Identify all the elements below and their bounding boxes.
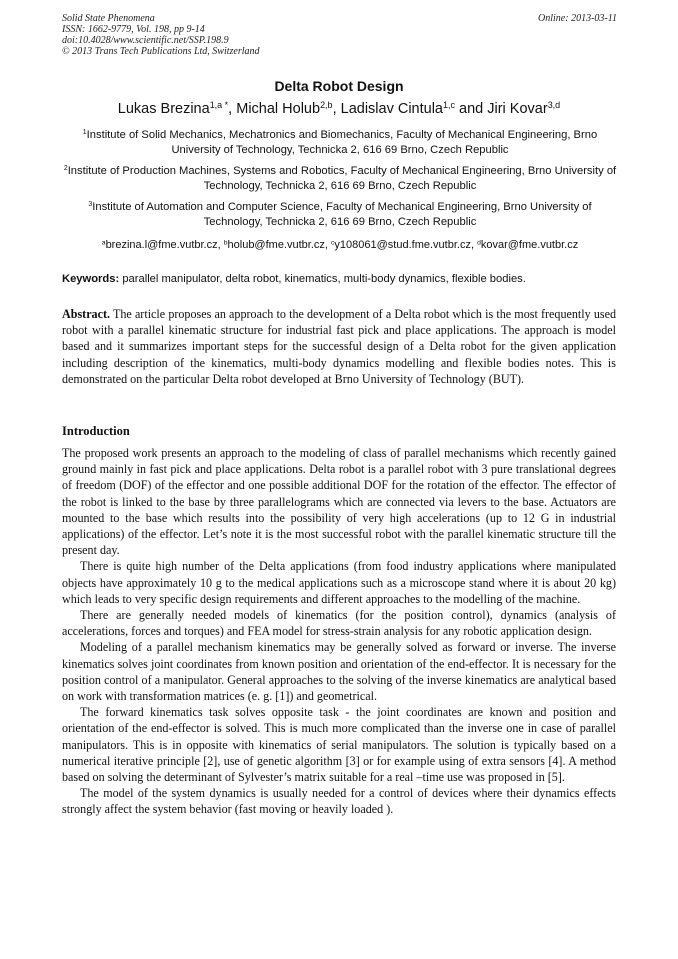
introduction-body: [62, 445, 616, 818]
keywords-text: parallel manipulator, delta robot, kinematics, multi-body dynamics, flexible bodies.: [122, 273, 526, 285]
paragraph: The proposed work presents an approach to the modeling of class of parallel mechanisms which recently gained ground mainly in fast pick and place applications. Delta robot is a parallel robot with 3 pure translational degrees of freedom (DOF) of the effector and one possible additional DOF for the rotation of the effector. The effector of the robot is linked to the base by three parallelograms which are connected via levers to the base. Actuators are mounted to the base which results into the possibility of very high accelerations (up to 12 G in industrial applications) of the effector. Let’s note it is the most successful robot with the parallel kinematic structure till the present day.: [62, 446, 616, 558]
affiliation-1: $^1$Institute of Solid Mechanics, Mechatronics and Biomechanics, Faculty of Mechanical Engineering, Brno University of Technology, Technicka 2, 616 69 Brno, Czech Republic: [82, 129, 598, 156]
paper-title: Delta Robot Design: [274, 78, 404, 94]
doi-line: doi:10.4028/www.scientific.net/SSP.198.9: [62, 35, 229, 46]
email-link[interactable]: $^c$y108061@stud.fme.vutbr.cz,: [331, 239, 478, 251]
email-link[interactable]: $^a$brezina.l@fme.vutbr.cz,: [101, 239, 224, 251]
paragraph: The forward kinematics task solves opposite task - the joint coordinates are known and position and orientation of the end-effector is solved. This is much more complicated than the inverse one in case of parallel manipulators. This is in opposite with kinematics of serial manipulators. The solution is typically based on a numerical iterative principle [2], use of genetic algorithm [3] or for example using of extra sensors [4]. A method based on solving the determinant of Sylvester’s matrix suitable for a real –time use was proposed in [5].: [62, 705, 616, 785]
journal-header: [62, 13, 617, 57]
online-date: Online: 2013-03-11: [538, 13, 617, 24]
issn-line: ISSN: 1662-9779, Vol. 198, pp 9-14: [62, 24, 205, 35]
author: Jiri Kovar$^{3,d}$: [487, 100, 561, 117]
affiliation-2: $^2$Institute of Production Machines, Systems and Robotics, Faculty of Mechanical Engineering, Brno University of Technology, Technicka 2, 616 69 Brno, Czech Republic: [63, 165, 617, 192]
email-link[interactable]: $^d$kovar@fme.vutbr.cz: [477, 239, 579, 251]
paragraph: There are generally needed models of kinematics (for the position control), dynamics (analysis of accelerations, forces and torques) and FEA model for stress-strain analysis for any robotic application design.: [62, 608, 616, 639]
abstract-label: Abstract.: [62, 307, 111, 321]
email-link[interactable]: $^b$holub@fme.vutbr.cz,: [223, 239, 332, 251]
affiliation-3: $^3$Institute of Automation and Computer Science, Faculty of Mechanical Engineering, Brno University of Technology, Technicka 2, 616 69 Brno, Czech Republic: [88, 201, 592, 228]
abstract-text: The article proposes an approach to the development of a Delta robot which is the most frequently used robot with a parallel kinematic structure for industrial fast pick and place applications. The approach is model based and it summarizes important steps for the successful design of a Delta robot for the given application including description of the kinematics, multi-body dynamics modelling and flexible bodies notes. This is demonstrated on the particular Delta robot developed at Brno University of Technology (BUT).: [62, 307, 616, 386]
paragraph: The model of the system dynamics is usually needed for a control of devices where their dynamics effects strongly affect the system behavior (fast moving or heavily loaded ).: [62, 786, 616, 817]
keywords-label: Keywords:: [62, 273, 120, 285]
author-list: [0, 101, 678, 117]
author: Lukas Brezina$^{1,a *}$,: [117, 100, 237, 117]
keywords: [62, 273, 618, 285]
author: Ladislav Cintula$^{1,c}$ and: [340, 100, 488, 117]
paragraph: There is quite high number of the Delta applications (from food industry applications where manipulated objects have approximately 10 g to the medical applications such as a microscope stand where it is about 20 kg) which leads to very specific design requirements and different approaches to the modelling of the machine.: [62, 559, 616, 606]
author: Michal Holub$^{2,b}$,: [236, 100, 341, 117]
copyright-line: © 2013 Trans Tech Publications Ltd, Switzerland: [62, 46, 260, 57]
paragraph: Modeling of a parallel mechanism kinematics may be generally solved as forward or inverse. The inverse kinematics solves joint coordinates from known position and orientation of the end-effector. It is necessary for the position control of a manipulator. General approaches to the solving of the inverse kinematics are analytical based on work with transformation matrices (e. g. [1]) and geometrical.: [62, 640, 616, 704]
author-emails: [62, 239, 618, 251]
journal-name: Solid State Phenomena: [62, 13, 155, 24]
abstract: [62, 306, 616, 387]
section-heading-introduction: Introduction: [62, 424, 130, 438]
